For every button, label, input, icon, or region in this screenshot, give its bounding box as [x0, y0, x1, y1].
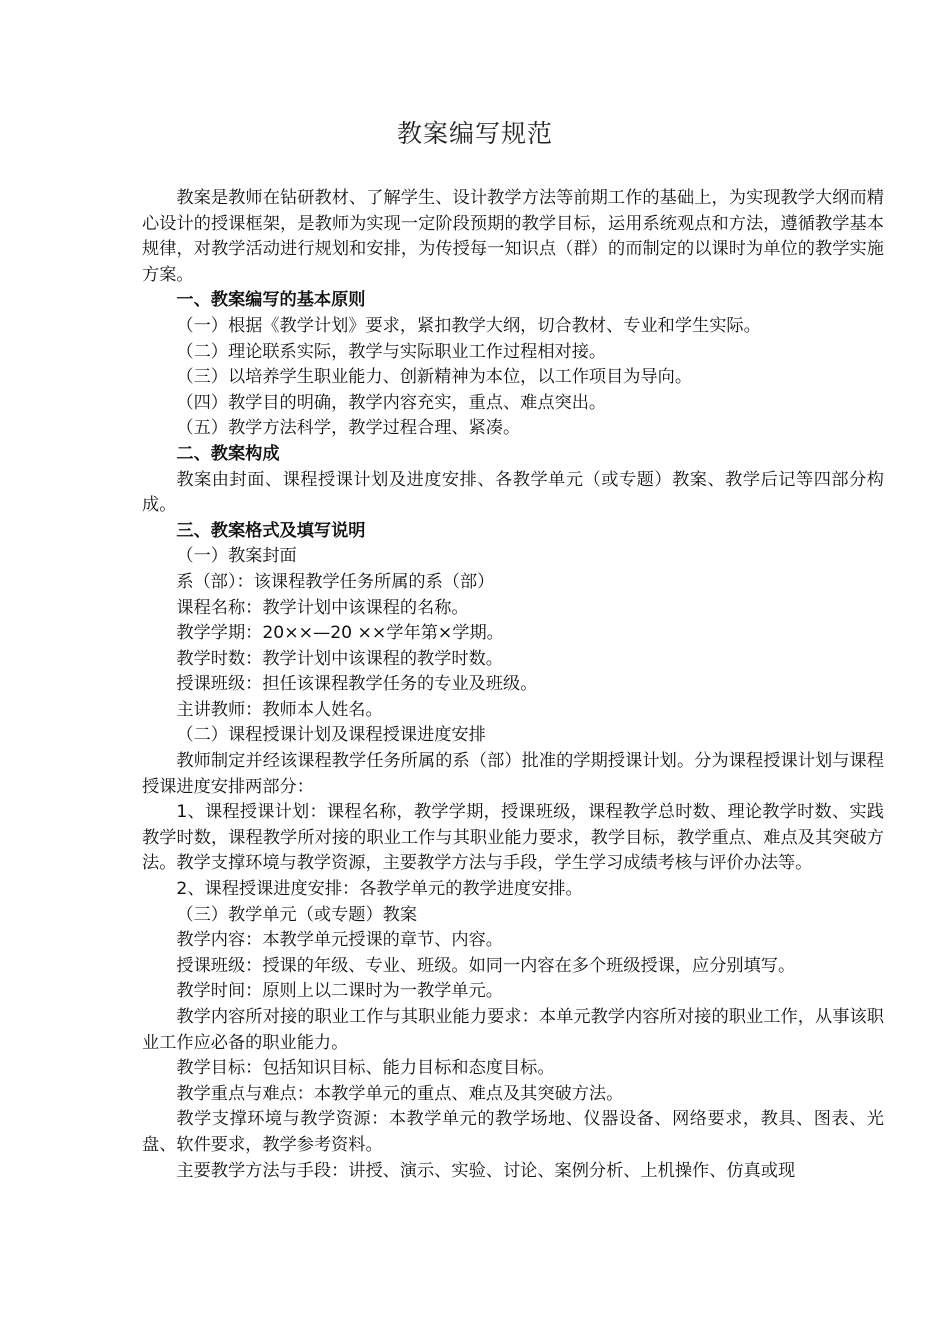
section-heading: 一、教案编写的基本原则: [176, 290, 366, 311]
paragraph: 授课班级：授课的年级、专业、班级。如同一内容在多个班级授课，应分别填写。: [176, 955, 796, 976]
paragraph: （一）根据《教学计划》要求，紧扣教学大纲，切合教材、专业和学生实际。: [176, 315, 761, 336]
paragraph: 教学时数：教学计划中该课程的教学时数。: [176, 648, 503, 669]
paragraph: 教案是教师在钻研教材、了解学生、设计教学方法等前期工作的基础上，为实现教学大纲而精心设计的授课框架，是教师为实现一定阶段预期的教学目标，运用系统观点和方法，遵循教学基本规律，对教学活动进行规划和安排，为传授每一知识点（群）的而制定的以课时为单位的教学实施方案。: [142, 188, 884, 285]
paragraph: （二）课程授课计划及课程授课进度安排: [176, 725, 486, 746]
section-heading: 三、教案格式及填写说明: [176, 520, 366, 541]
paragraph: 教师制定并经该课程教学任务所属的系（部）批准的学期授课计划。分为课程授课计划与课程授课进度安排两部分：: [142, 751, 884, 797]
paragraph: （三）教学单元（或专题）教案: [176, 904, 418, 925]
document-title: 教案编写规范: [396, 119, 553, 148]
document-body: [142, 186, 884, 1184]
paragraph: 主讲教师：教师本人姓名。: [176, 699, 383, 720]
paragraph: 教学重点与难点：本教学单元的重点、难点及其突破方法。: [176, 1083, 624, 1104]
paragraph: （一）教案封面: [176, 546, 297, 567]
paragraph: （三）以培养学生职业能力、创新精神为本位，以工作项目为导向。: [176, 367, 693, 388]
paragraph: 教学时间：原则上以二课时为一教学单元。: [176, 981, 503, 1002]
paragraph: 教案由封面、课程授课计划及进度安排、各教学单元（或专题）教案、教学后记等四部分构成。: [142, 469, 884, 516]
section-heading: 二、教案构成: [176, 443, 280, 464]
paragraph: （二）理论联系实际，教学与实际职业工作过程相对接。: [176, 341, 607, 362]
paragraph: （四）教学目的明确，教学内容充实，重点、难点突出。: [176, 392, 607, 413]
paragraph: 系（部）：该课程教学任务所属的系（部）: [176, 571, 495, 592]
paragraph: 教学目标：包括知识目标、能力目标和态度目标。: [176, 1058, 555, 1079]
paragraph: 2、课程授课进度安排：各教学单元的教学进度安排。: [176, 879, 583, 900]
paragraph: 授课班级：担任该课程教学任务的专业及班级。: [176, 674, 538, 695]
paragraph: 课程名称：教学计划中该课程的名称。: [176, 597, 469, 618]
paragraph: 教学内容所对接的职业工作与其职业能力要求：本单元教学内容所对接的职业工作，从事该职业工作应必备的职业能力。: [142, 1007, 884, 1053]
paragraph: 1、课程授课计划：课程名称，教学学期，授课班级，课程教学总时数、理论教学时数、实践教学时数，课程教学所对接的职业工作与其职业能力要求，教学目标，教学重点、难点及其突破方法。教学支撑环境与教学资源，主要教学方法与手段，学生学习成绩考核与评价办法等。: [142, 802, 884, 874]
paragraph: （五）教学方法科学，教学过程合理、紧凑。: [176, 418, 521, 439]
paragraph: 教学支撑环境与教学资源：本教学单元的教学场地、仪器设备、网络要求，教具、图表、光盘、软件要求，教学参考资料。: [142, 1109, 884, 1155]
paragraph: 教学学期：20××—20 ××学年第×学期。: [176, 623, 504, 644]
paragraph: 主要教学方法与手段：讲授、演示、实验、讨论、案例分析、上机操作、仿真或现: [176, 1160, 796, 1181]
paragraph: 教学内容：本教学单元授课的章节、内容。: [176, 930, 503, 951]
